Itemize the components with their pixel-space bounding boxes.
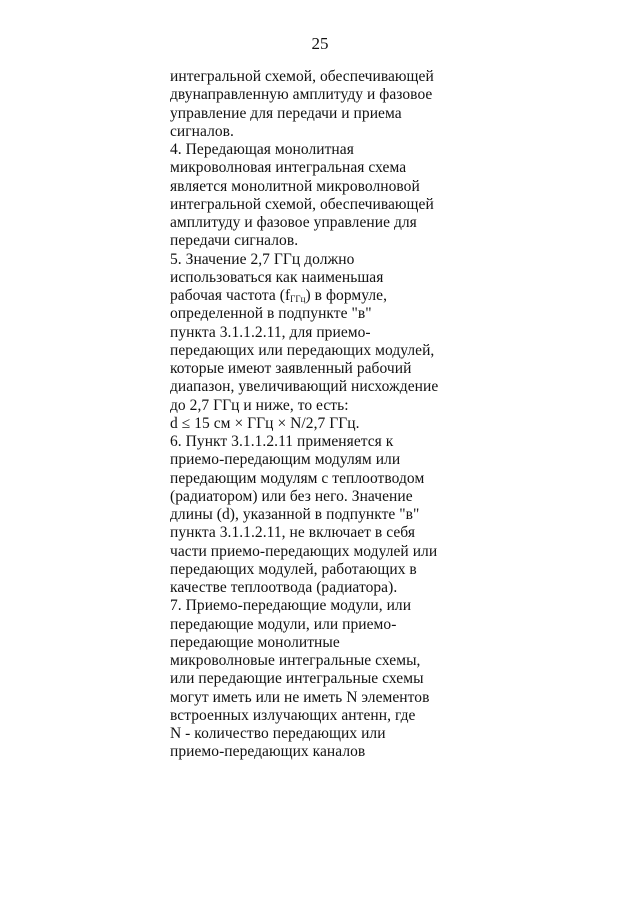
text-line: или передающие интегральные схемы xyxy=(170,670,424,688)
text-line xyxy=(170,287,470,305)
text-line: до 2,7 ГГц и ниже, то есть: xyxy=(170,396,349,414)
text-line: использоваться как наименьшая xyxy=(170,268,384,286)
text-line: определенной в подпункте "в" xyxy=(170,305,372,323)
text-line: части приемо-передающих модулей или xyxy=(170,542,438,560)
text-line: передающие монолитные xyxy=(170,633,340,651)
text-column xyxy=(170,68,470,762)
text-line: N - количество передающих или xyxy=(170,725,386,742)
text-line: передающие модули, или приемо- xyxy=(170,615,397,633)
text-line: амплитуду и фазовое управление для xyxy=(170,214,417,231)
text-line: пункта 3.1.1.2.11, для приемо- xyxy=(170,323,371,341)
text-line: которые имеют заявленный рабочий xyxy=(170,360,412,377)
text-line: является монолитной микроволновой xyxy=(170,177,420,195)
page-number: 25 xyxy=(311,34,329,53)
text-line: передающих или передающих модулей, xyxy=(170,341,435,359)
text-line: длины (d), указанной в подпункте "в" xyxy=(170,506,420,523)
text-line: приемо-передающим модулям или xyxy=(170,451,401,469)
text-line: (радиатором) или без него. Значение xyxy=(170,487,413,505)
text-line: встроенных излучающих антенн, где xyxy=(170,706,416,724)
text-line: приемо-передающих каналов xyxy=(170,743,366,761)
text-line: микроволновые интегральные схемы, xyxy=(170,652,421,669)
text-line: управление для передачи и приема xyxy=(170,104,402,122)
frequency-subscript: ГГц xyxy=(290,294,306,304)
text-line: качестве теплоотвода (радиатора). xyxy=(170,579,398,596)
text-line: интегральной схемой, обеспечивающей xyxy=(170,68,434,85)
text-line: интегральной схемой, обеспечивающей xyxy=(170,195,434,213)
text-line: передачи сигналов. xyxy=(170,232,299,250)
text-line: двунаправленную амплитуду и фазовое xyxy=(170,86,433,104)
text-line: 6. Пункт 3.1.1.2.11 применяется к xyxy=(170,433,394,450)
text-line: d ≤ 15 см × ГГц × N/2,7 ГГц. xyxy=(170,414,360,432)
text-line: могут иметь или не иметь N элементов xyxy=(170,688,430,706)
text-line: микроволновая интегральная схема xyxy=(170,159,407,177)
text-line: передающим модулям с теплоотводом xyxy=(170,469,425,487)
text-line: передающих модулей, работающих в xyxy=(170,560,417,578)
text-line: диапазон, увеличивающий нисхождение xyxy=(170,378,439,396)
text-line: 7. Приемо-передающие модули, или xyxy=(170,597,412,615)
text-line: сигналов. xyxy=(170,122,234,140)
text-line: 4. Передающая монолитная xyxy=(170,141,354,158)
text-line: 5. Значение 2,7 ГГц должно xyxy=(170,250,355,268)
text-segment: рабочая частота (f xyxy=(170,287,291,304)
text-line: пункта 3.1.1.2.11, не включает в себя xyxy=(170,524,416,542)
text-segment: ) в формуле, xyxy=(305,287,388,304)
